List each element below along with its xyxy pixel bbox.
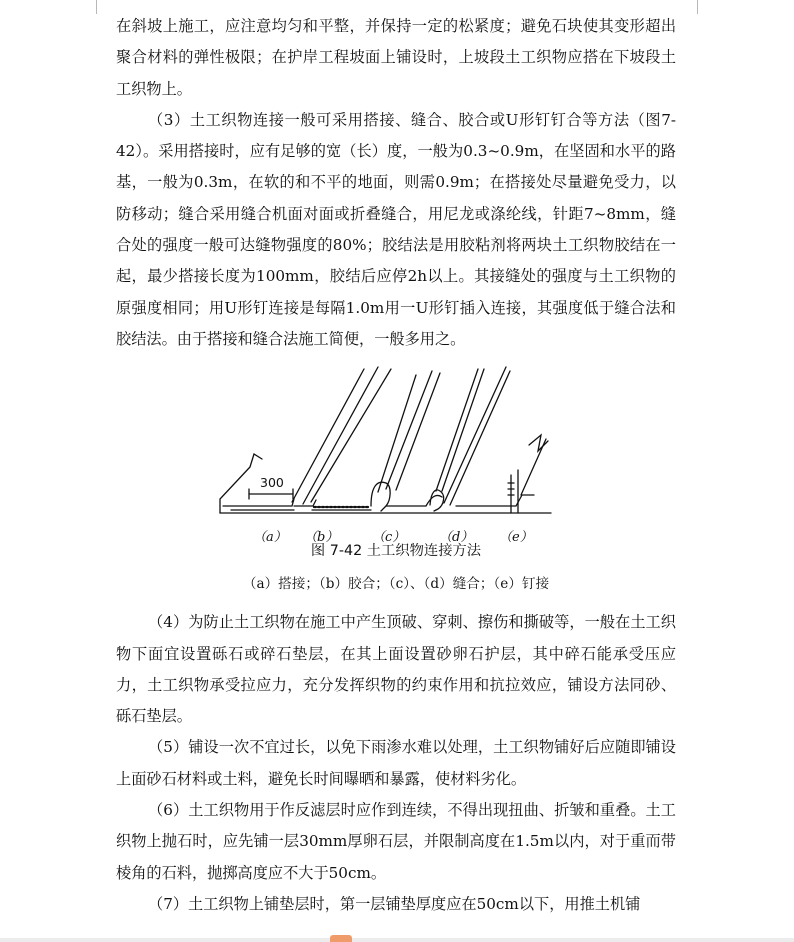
label-a: （a）: [253, 530, 287, 546]
sheet-edge-7: [521, 439, 546, 495]
geotextile-connection-diagram: [116, 355, 676, 605]
sheet-edge-2: [303, 367, 378, 504]
taskbar-accent-mark: [330, 935, 352, 942]
paragraph-5: （6）土工织物用于作反滤层时应作到连续，不得出现扭曲、折皱和重叠。土工织物上抛石时，应先铺一层30mm厚卵石层，并限制高度在1.5m以内，对于重而带棱角的石料，抛掷高度应不大于50cm。: [116, 801, 676, 882]
label-b: （b）: [304, 530, 339, 546]
paragraph-1: 在斜坡上施工，应注意均匀和平整，并保持一定的松紧度；避免石块使其变形超出聚合材料的弹性极限；在护岸工程坡面上铺设时，上坡段土工织物应搭在下坡段土工织物上。: [116, 17, 676, 98]
sheet-edge-1: [292, 369, 364, 502]
break-line-left: [220, 454, 262, 513]
sheet-c-right: [386, 496, 442, 507]
dimension-label: 300: [260, 475, 284, 491]
staple-sheet: [456, 495, 534, 506]
label-e: （e）: [499, 530, 533, 546]
lap-sheet-a1: [223, 499, 294, 506]
document-page: [116, 11, 676, 920]
paragraph-2: （3）土工织物连接一般可采用搭接、缝合、胶合或U形钉钉合等方法（图7-42）。采用搭接时，应有足够的宽（长）度，一般为0.3~0.9m，在坚固和水平的路基，一般为0.3m，在软的和不平的地面，则需0.9m；在搭接处尽量避免受力，以防移动；缝合采用缝合机面对面或折叠缝合，用尼龙或涤纶线，针距7~8mm，缝合处的强度一般可达缝物强度的80%；胶结法是用胶粘剂将两块土工织物胶结在一起，最少搭接长度为100mm，胶结后应停2h以上。其接缝处的强度与土工织物的原强度相同；用U形钉连接是每隔1.0m用一U形钉插入连接，其强度低于缝合法和胶结法。由于搭接和缝合法施工简便，一般多用之。: [116, 110, 676, 348]
label-c: （c）: [372, 530, 406, 546]
seam-fold-d: [430, 490, 444, 511]
paragraph-3: （4）为防止土工织物在施工中产生顶破、穿刺、擦伤和撕破等，一般在土工织物下面宜设置砾石或碎石垫层，在其上面设置砂卵石护层，其中碎石能承受压应力，土工织物承受拉应力，充分发挥织物的约束作用和抗拉效应，铺设方法同砂、砾石垫层。: [116, 613, 676, 726]
window-bottom-strip: [0, 938, 794, 942]
figure-subtitle: （a）搭接；（b）胶合；（c）、（d）缝合；（e）钉接: [242, 576, 550, 593]
sheet-edge-4: [378, 371, 440, 492]
paragraph-6: （7）土工织物上铺垫层时，第一层铺垫厚度应在50cm以下，用推土机铺: [148, 894, 641, 913]
paragraph-4: （5）铺设一次不宜过长，以免下雨渗水难以处理，土工织物铺好后应随即铺设上面砂石材料或土料，避免长时间曝晒和暴露，使材料劣化。: [116, 738, 676, 788]
figure-7-42: [116, 355, 676, 607]
label-d: （d）: [439, 530, 474, 546]
crop-mark-left: [96, 0, 97, 14]
break-line-right: [529, 435, 548, 451]
figure-title: 图 7-42 土工织物连接方法: [310, 543, 482, 560]
crop-mark-right: [697, 0, 698, 14]
glue-sheet: [294, 500, 371, 510]
